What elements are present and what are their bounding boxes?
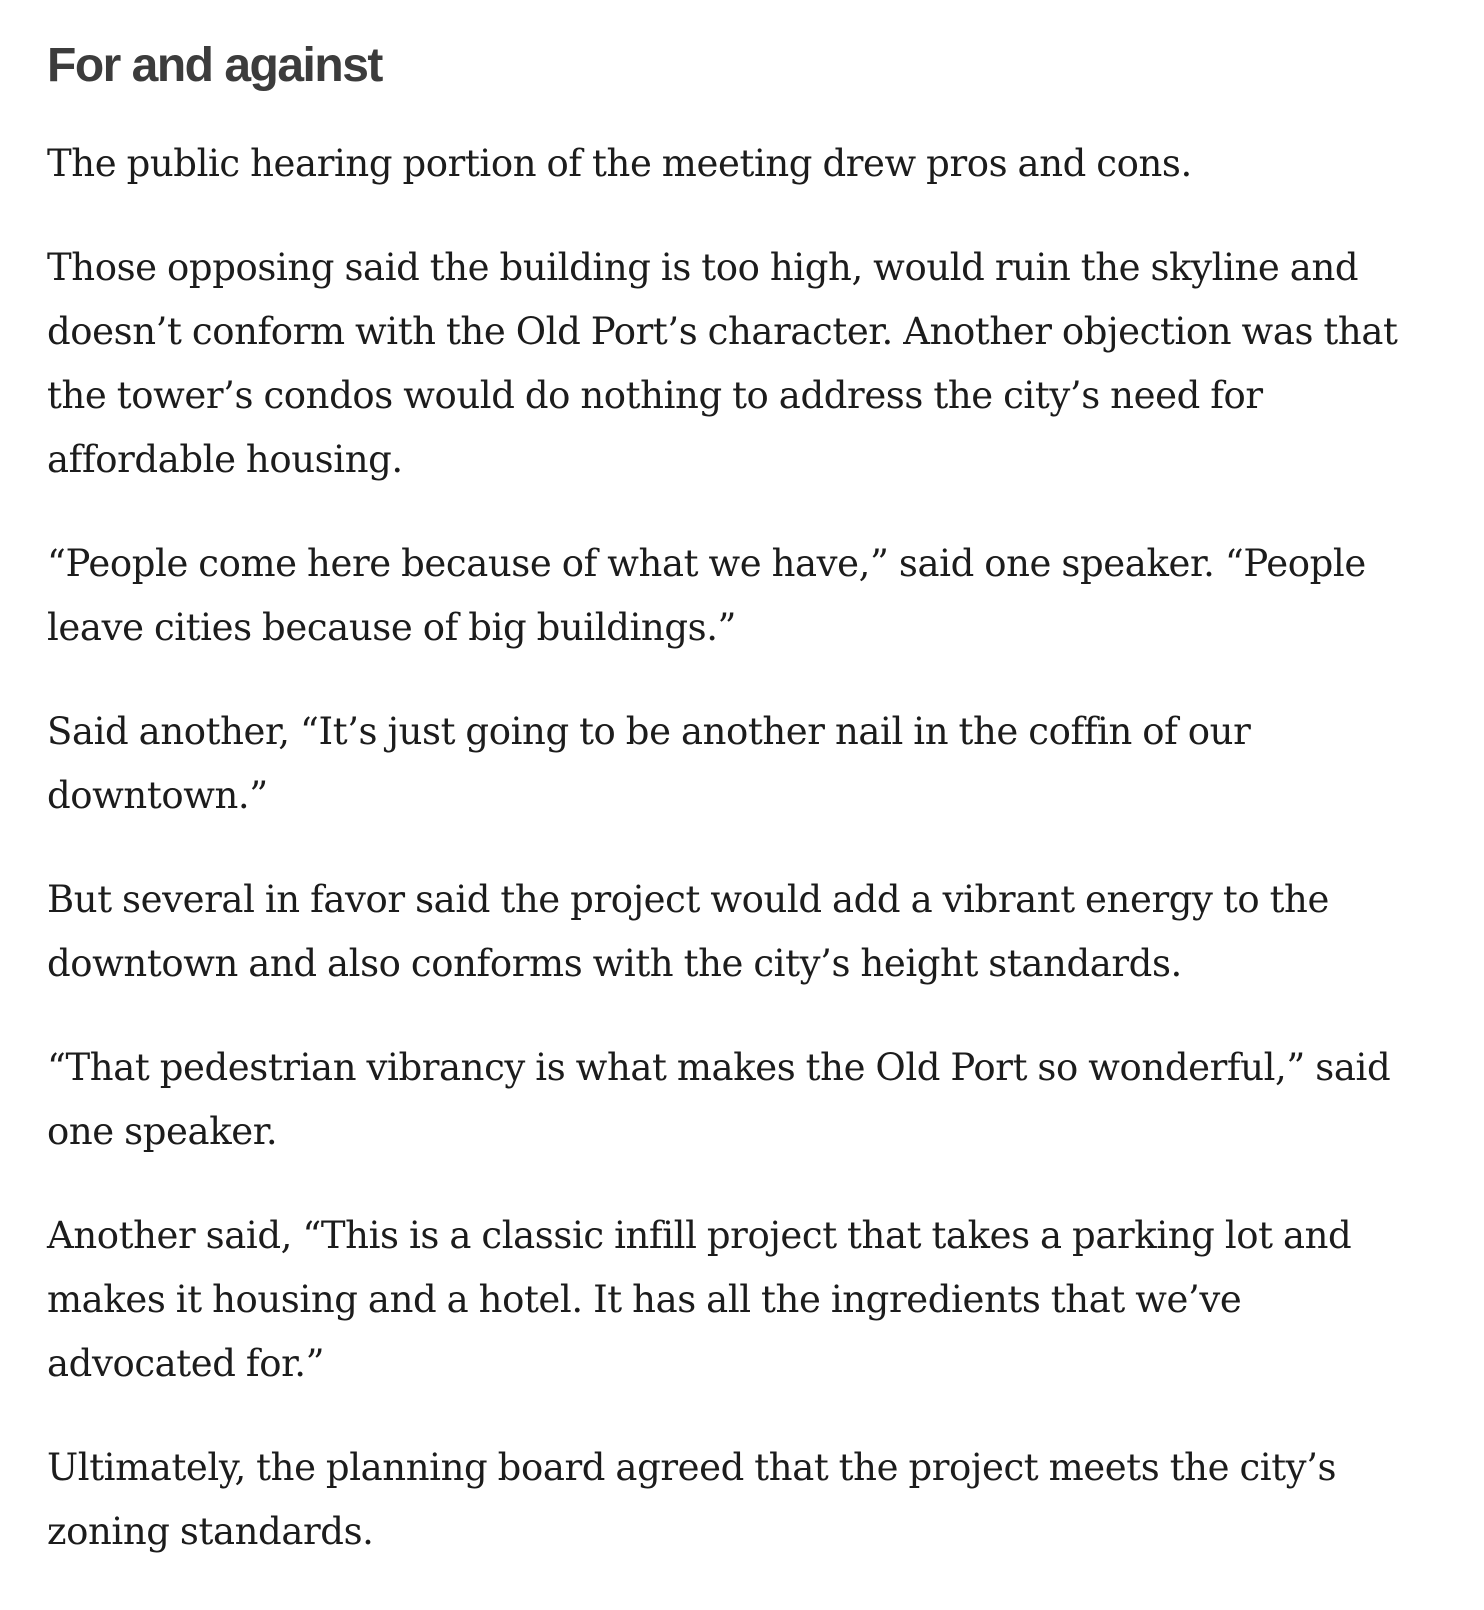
- article-paragraph: “People come here because of what we have,” said one speaker. “People leave cities because of big buildings.”: [47, 542, 1366, 649]
- article-paragraph: But several in favor said the project would add a vibrant energy to the downtown and also conforms with the city’s height standards.: [47, 878, 1329, 985]
- article-body: [47, 30, 1427, 1604]
- article-paragraph: Said another, “It’s just going to be another nail in the coffin of our downtown.”: [47, 710, 1251, 817]
- article-paragraph: Another said, “This is a classic infill project that takes a parking lot and makes it housing and a hotel. It has all the ingredients that we’ve advocated for.”: [47, 1214, 1352, 1385]
- article-paragraph: “That pedestrian vibrancy is what makes the Old Port so wonderful,” said one speaker.: [47, 1046, 1391, 1153]
- article-paragraph: Ultimately, the planning board agreed that the project meets the city’s zoning standards.: [47, 1446, 1337, 1553]
- article-paragraph: Those opposing said the building is too high, would ruin the skyline and doesn’t conform with the Old Port’s character. Another objection was that the tower’s condos would do nothing to address the city’s need for affordable housing.: [47, 246, 1398, 481]
- article-paragraph: The public hearing portion of the meeting drew pros and cons.: [47, 142, 1192, 185]
- section-heading: For and against: [47, 39, 382, 92]
